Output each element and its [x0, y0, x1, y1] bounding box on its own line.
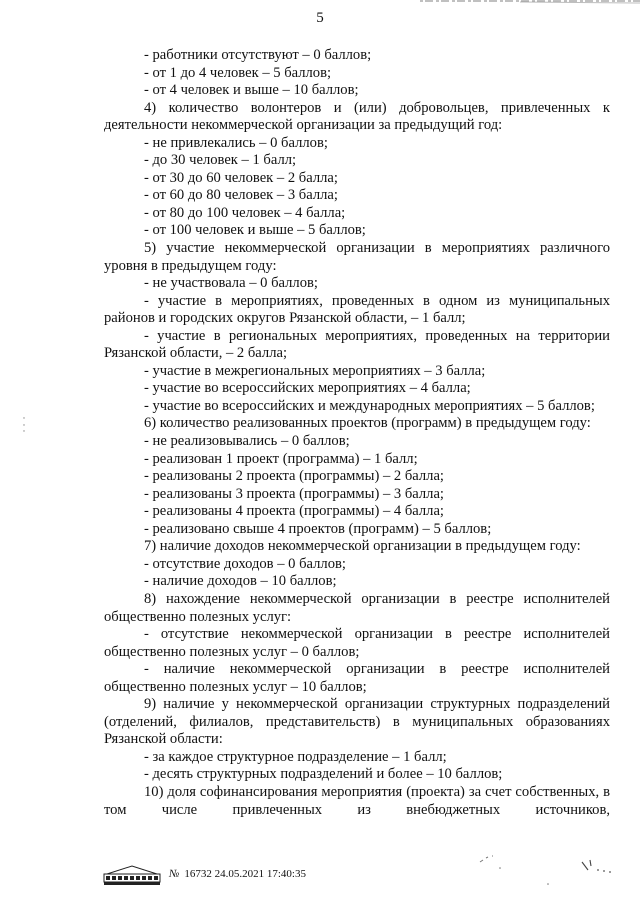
list-item: - реализованы 4 проекта (программы) – 4 балла; — [144, 503, 444, 520]
scan-noise — [470, 848, 620, 888]
numbered-paragraph: 5) участие некоммерческой организации в мероприятиях различного уровня в предыдущем году: — [104, 240, 610, 274]
numbered-paragraph: 9) наличие у некоммерческой организации структурных подразделений (отделений, филиалов, представительств) в муниципальных образованиях Рязанской области: — [104, 696, 610, 748]
list-item: - от 1 до 4 человек – 5 баллов; — [144, 64, 332, 81]
reg-datetime: 24.05.2021 17:40:35 — [214, 868, 306, 880]
list-item: - участие в межрегиональных мероприятиях – 3 балла; — [144, 362, 486, 379]
reg-number: 16732 — [184, 868, 212, 880]
list-item: - отсутствие некоммерческой организации в реестре исполнителей общественно полезных услуг – 0 баллов; — [104, 626, 610, 660]
list-item: - реализованы 3 проекта (программы) – 3 балла; — [144, 485, 444, 502]
document-body — [104, 47, 610, 819]
list-item: - от 4 человек и выше – 10 баллов; — [144, 82, 359, 99]
list-item: - участие во всероссийских и международных мероприятиях – 5 баллов; — [144, 397, 595, 414]
list-item: - реализованы 2 проекта (программы) – 2 балла; — [144, 468, 444, 485]
list-item: - от 60 до 80 человек – 3 балла; — [144, 187, 338, 204]
list-item: - от 80 до 100 человек – 4 балла; — [144, 204, 346, 221]
footer — [103, 864, 523, 888]
list-item: - участие во всероссийских мероприятиях – 4 балла; — [144, 380, 471, 397]
numbered-paragraph: 7) наличие доходов некоммерческой организации в предыдущем году: — [144, 538, 581, 555]
list-item: - отсутствие доходов – 0 баллов; — [144, 555, 346, 572]
list-item: - участие в мероприятиях, проведенных в одном из муниципальных районов и городских округов Рязанской области, – 1 балл; — [104, 292, 610, 327]
page-number: 5 — [316, 10, 324, 26]
list-item: - работники отсутствуют – 0 баллов; — [144, 47, 372, 63]
numbered-paragraph: 10) доля софинансирования мероприятия (проекта) за счет собственных, в том числе привлеченных из внебюджетных источников, — [104, 783, 610, 818]
list-item: - наличие некоммерческой организации в реестре исполнителей общественно полезных услуг – 10 баллов; — [104, 661, 610, 695]
list-item: - не привлекались – 0 баллов; — [144, 134, 328, 151]
list-item: - от 100 человек и выше – 5 баллов; — [144, 222, 366, 239]
numbered-paragraph: 4) количество волонтеров и (или) добровольцев, привлеченных к деятельности некоммерческой организации за предыдущий год: — [104, 99, 610, 134]
registry-logo-icon — [103, 864, 161, 886]
scan-top-edge — [0, 0, 640, 6]
scan-edge-marks — [22, 415, 26, 435]
list-item: - наличие доходов – 10 баллов; — [144, 573, 337, 590]
list-item: - десять структурных подразделений и более – 10 баллов; — [144, 766, 503, 783]
list-item: - до 30 человек – 1 балл; — [144, 152, 297, 169]
numbered-paragraph: 6) количество реализованных проектов (программ) в предыдущем году: — [144, 415, 591, 432]
list-item: - реализовано свыше 4 проектов (программ) – 5 баллов; — [144, 520, 492, 537]
registration-stamp — [169, 868, 306, 880]
list-item: - не реализовывались – 0 баллов; — [144, 433, 350, 450]
numbered-paragraph: 8) нахождение некоммерческой организации в реестре исполнителей общественно полезных услуг: — [104, 590, 610, 625]
list-item: - реализован 1 проект (программа) – 1 балл; — [144, 450, 418, 467]
list-item: - от 30 до 60 человек – 2 балла; — [144, 169, 338, 186]
list-item: - за каждое структурное подразделение – 1 балл; — [144, 748, 447, 765]
reg-symbol: № — [169, 868, 180, 880]
list-item: - участие в региональных мероприятиях, проведенных на территории Рязанской области, – 2 балла; — [104, 327, 610, 362]
list-item: - не участвовала – 0 баллов; — [144, 275, 318, 292]
